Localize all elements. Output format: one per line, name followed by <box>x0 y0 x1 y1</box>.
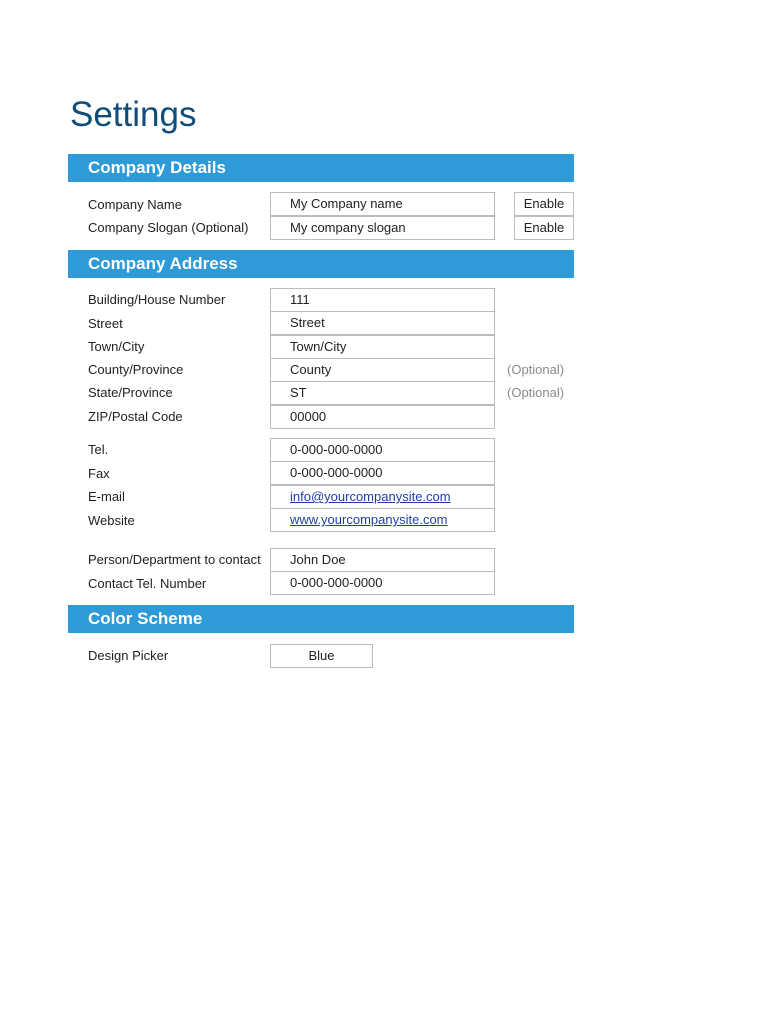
contact-tel-label: Contact Tel. Number <box>88 576 207 591</box>
zip-code-label: ZIP/Postal Code <box>88 409 183 424</box>
company-slogan-input[interactable]: My company slogan <box>270 216 495 240</box>
town-city-input[interactable]: Town/City <box>270 335 495 359</box>
building-number-input[interactable]: 111 <box>270 288 495 312</box>
contact-tel-input[interactable]: 0-000-000-0000 <box>270 571 495 595</box>
company-name-label: Company Name <box>88 197 182 212</box>
website-input[interactable]: www.yourcompanysite.com <box>270 508 495 532</box>
street-input[interactable]: Street <box>270 311 495 335</box>
design-picker-label: Design Picker <box>88 648 169 663</box>
company-name-input[interactable]: My Company name <box>270 192 495 216</box>
company-name-enable-button[interactable]: Enable <box>514 192 574 216</box>
county-province-input[interactable]: County <box>270 358 495 382</box>
section-header-company-details: Company Details <box>68 154 574 182</box>
company-slogan-enable-button[interactable]: Enable <box>514 216 574 240</box>
section-header-company-address: Company Address <box>68 250 574 278</box>
fax-label: Fax <box>88 466 110 481</box>
state-province-input[interactable]: ST <box>270 381 495 405</box>
building-number-label: Building/House Number <box>88 292 226 307</box>
page-title: Settings <box>70 95 197 134</box>
contact-person-label: Person/Department to contact <box>88 552 261 567</box>
company-slogan-label: Company Slogan (Optional) <box>88 220 249 235</box>
county-province-label: County/Province <box>88 362 184 377</box>
contact-person-input[interactable]: John Doe <box>270 548 495 572</box>
county-optional-note: (Optional) <box>507 362 565 377</box>
state-optional-note: (Optional) <box>507 385 565 400</box>
state-province-label: State/Province <box>88 385 173 400</box>
email-input[interactable]: info@yourcompanysite.com <box>270 485 495 509</box>
zip-code-input[interactable]: 00000 <box>270 405 495 429</box>
fax-input[interactable]: 0-000-000-0000 <box>270 461 495 485</box>
section-header-color-scheme: Color Scheme <box>68 605 574 633</box>
tel-label: Tel. <box>88 442 109 457</box>
tel-input[interactable]: 0-000-000-0000 <box>270 438 495 462</box>
town-city-label: Town/City <box>88 339 145 354</box>
email-label: E-mail <box>88 489 125 504</box>
street-label: Street <box>88 316 123 331</box>
website-label: Website <box>88 513 135 528</box>
design-picker-select[interactable]: Blue <box>270 644 373 668</box>
